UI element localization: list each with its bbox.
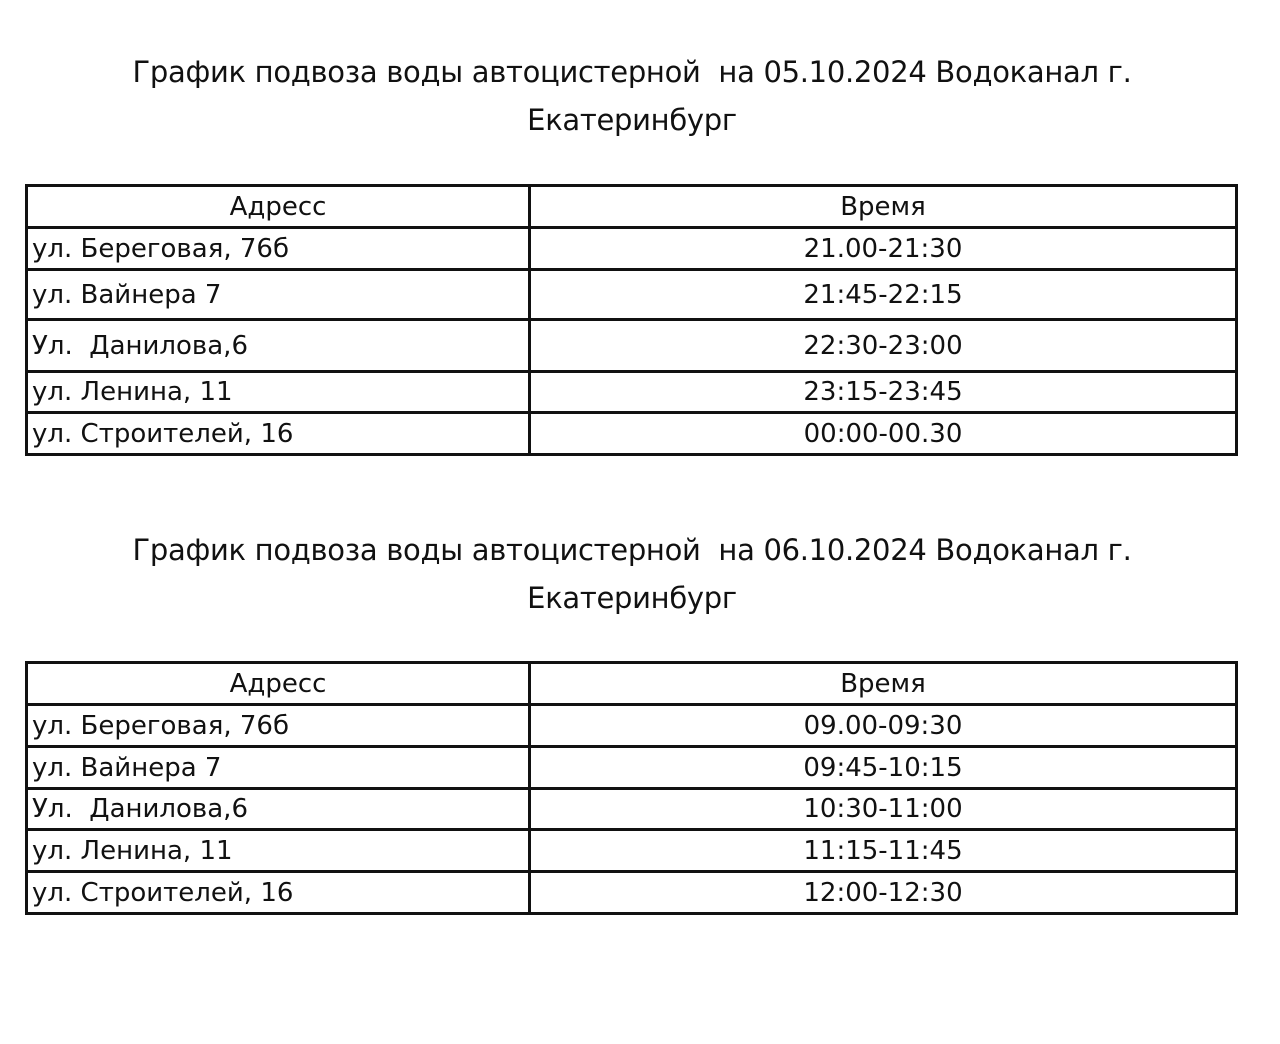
table-row — [27, 789, 1237, 830]
table-row — [27, 830, 1237, 872]
header-address: Адресс — [27, 663, 530, 705]
schedule-table-1 — [25, 184, 1238, 456]
table-row — [27, 372, 1237, 413]
table-row — [27, 705, 1237, 747]
address-cell: Ул. Данилова,6 — [27, 789, 530, 830]
address-cell: ул. Строителей, 16 — [27, 413, 530, 455]
table-row — [27, 747, 1237, 789]
time-cell: 10:30-11:00 — [530, 789, 1237, 830]
title-line-1: График подвоза воды автоцистерной на 06.10.2024 Водоканал г. — [132, 533, 1132, 567]
time-cell: 22:30-23:00 — [530, 320, 1237, 372]
table-header-row — [27, 186, 1237, 228]
address-cell: ул. Строителей, 16 — [27, 872, 530, 914]
schedule-table-2 — [25, 661, 1238, 915]
title-line-2: Екатеринбург — [527, 103, 737, 137]
time-cell: 00:00-00.30 — [530, 413, 1237, 455]
schedule-title-2 — [0, 526, 1264, 622]
time-cell: 21.00-21:30 — [530, 228, 1237, 270]
table-row — [27, 872, 1237, 914]
title-line-1: График подвоза воды автоцистерной на 05.10.2024 Водоканал г. — [132, 55, 1132, 89]
address-cell: Ул. Данилова,6 — [27, 320, 530, 372]
time-cell: 23:15-23:45 — [530, 372, 1237, 413]
address-cell: ул. Ленина, 11 — [27, 372, 530, 413]
time-cell: 09.00-09:30 — [530, 705, 1237, 747]
title-line-2: Екатеринбург — [527, 581, 737, 615]
header-time: Время — [530, 663, 1237, 705]
time-cell: 12:00-12:30 — [530, 872, 1237, 914]
schedule-title-1 — [0, 48, 1264, 144]
address-cell: ул. Ленина, 11 — [27, 830, 530, 872]
table-row — [27, 320, 1237, 372]
address-cell: ул. Береговая, 76б — [27, 228, 530, 270]
header-time: Время — [530, 186, 1237, 228]
table-header-row — [27, 663, 1237, 705]
address-cell: ул. Вайнера 7 — [27, 747, 530, 789]
time-cell: 11:15-11:45 — [530, 830, 1237, 872]
time-cell: 09:45-10:15 — [530, 747, 1237, 789]
table-row — [27, 270, 1237, 320]
time-cell: 21:45-22:15 — [530, 270, 1237, 320]
table-row — [27, 228, 1237, 270]
address-cell: ул. Вайнера 7 — [27, 270, 530, 320]
header-address: Адресс — [27, 186, 530, 228]
address-cell: ул. Береговая, 76б — [27, 705, 530, 747]
table-row — [27, 413, 1237, 455]
